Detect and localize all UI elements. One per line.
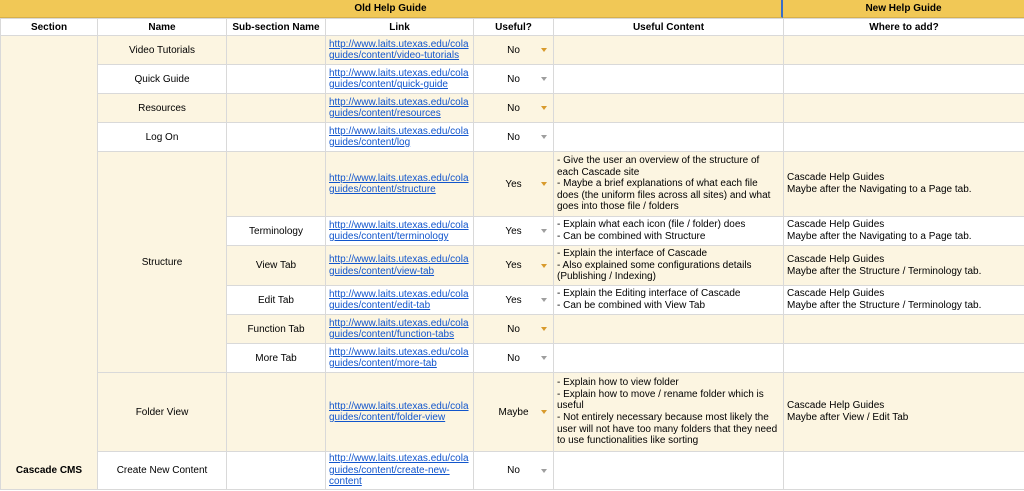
useful-dropdown[interactable] [474,65,554,94]
dropdown-caret-icon[interactable] [541,469,547,473]
link[interactable]: http://www.laits.utexas.edu/cola guides/content/create-new-content [329,453,469,488]
section-label: Cascade CMS [15,465,83,476]
useful-value: No [507,44,520,56]
link[interactable]: http://www.laits.utexas.edu/cola guides/content/terminology [329,219,469,242]
header-section[interactable]: Section [1,19,98,36]
content-cell[interactable] [554,36,784,65]
dropdown-caret-icon[interactable] [541,48,547,52]
subsection-cell[interactable] [227,452,326,490]
subsection-cell[interactable]: Edit Tab [227,286,326,315]
name-cell[interactable]: Resources [98,94,227,123]
link-cell[interactable] [326,315,474,344]
dropdown-caret-icon[interactable] [541,298,547,302]
table-row [1,452,1024,490]
structure-label: Structure [141,256,183,268]
where-cell[interactable] [784,452,1024,490]
dropdown-caret-icon[interactable] [541,327,547,331]
useful-dropdown[interactable] [474,452,554,490]
link[interactable]: http://www.laits.utexas.edu/cola guides/content/log [329,125,469,148]
table-row [1,123,1024,152]
subsection-cell[interactable]: Function Tab [227,315,326,344]
useful-dropdown[interactable] [474,373,554,452]
useful-value: No [507,102,520,114]
where-cell[interactable] [784,315,1024,344]
where-cell[interactable] [784,65,1024,94]
dropdown-caret-icon[interactable] [541,264,547,268]
useful-value: No [507,465,520,476]
subsection-cell[interactable] [227,373,326,452]
useful-value: Maybe [498,406,529,418]
where-cell[interactable] [784,123,1024,152]
header-name[interactable]: Name [98,19,227,36]
data-grid [0,18,1024,490]
subsection-cell[interactable] [227,152,326,217]
content-cell[interactable] [554,452,784,490]
table-row [1,65,1024,94]
useful-dropdown[interactable] [474,36,554,65]
useful-dropdown[interactable] [474,315,554,344]
content-cell[interactable] [554,344,784,373]
header-where[interactable]: Where to add? [784,19,1024,36]
useful-value: Yes [505,225,522,237]
where-cell[interactable]: Cascade Help Guides Maybe after the Navigating to a Page tab. [784,152,1024,217]
dropdown-caret-icon[interactable] [541,135,547,139]
name-cell[interactable]: Create New Content [98,452,227,490]
table-row [1,36,1024,65]
link-cell[interactable] [326,36,474,65]
subsection-cell[interactable] [227,94,326,123]
link-cell[interactable] [326,344,474,373]
content-cell[interactable] [554,94,784,123]
link[interactable]: http://www.laits.utexas.edu/cola guides/content/function-tabs [329,317,469,340]
link-cell[interactable] [326,286,474,315]
link-cell[interactable] [326,373,474,452]
useful-dropdown[interactable] [474,123,554,152]
name-cell[interactable]: Folder View [98,373,227,452]
useful-dropdown[interactable] [474,217,554,246]
dropdown-caret-icon[interactable] [541,77,547,81]
link[interactable]: http://www.laits.utexas.edu/cola guides/content/video-tutorials [329,38,469,61]
useful-dropdown[interactable] [474,286,554,315]
useful-value: Yes [505,260,522,271]
new-help-guide-band[interactable]: New Help Guide [783,0,1024,18]
link-cell[interactable] [326,217,474,246]
link-cell[interactable] [326,65,474,94]
link[interactable]: http://www.laits.utexas.edu/cola guides/content/edit-tab [329,288,469,311]
dropdown-caret-icon[interactable] [541,410,547,414]
link[interactable]: http://www.laits.utexas.edu/cola guides/content/structure [329,172,469,195]
name-cell[interactable]: Quick Guide [98,65,227,94]
link[interactable]: http://www.laits.utexas.edu/cola guides/content/quick-guide [329,67,469,90]
content-cell[interactable]: - Explain the interface of Cascade - Also explained some configurations details (Publishing / Indexing) [554,246,784,286]
link-cell[interactable] [326,94,474,123]
table-row [1,152,1024,217]
dropdown-caret-icon[interactable] [541,182,547,186]
dropdown-caret-icon[interactable] [541,106,547,110]
link[interactable]: http://www.laits.utexas.edu/cola guides/content/view-tab [329,254,469,277]
header-content[interactable]: Useful Content [554,19,784,36]
useful-value: No [507,131,520,143]
useful-value: Yes [505,294,522,306]
content-cell[interactable]: - Explain what each icon (file / folder) does - Can be combined with Structure [554,217,784,246]
where-cell[interactable]: Cascade Help Guides Maybe after the Structure / Terminology tab. [784,246,1024,286]
name-cell[interactable] [98,152,227,373]
useful-value: No [507,73,520,85]
useful-dropdown[interactable] [474,152,554,217]
link[interactable]: http://www.laits.utexas.edu/cola guides/content/more-tab [329,346,469,369]
table-row [1,94,1024,123]
content-cell[interactable]: - Explain how to view folder - Explain how to move / rename folder which is useful - Not entirely necessary because most likely the user will not have too many folders that they need to use functionalities like sorting [554,373,784,452]
where-cell[interactable]: Cascade Help Guides Maybe after the Structure / Terminology tab. [784,286,1024,315]
name-cell[interactable]: Video Tutorials [98,36,227,65]
name-cell[interactable]: Log On [98,123,227,152]
useful-value: No [507,323,520,335]
table-row [1,373,1024,452]
link-cell[interactable] [326,246,474,286]
subsection-cell[interactable] [227,65,326,94]
subsection-cell[interactable] [227,36,326,65]
link[interactable]: http://www.laits.utexas.edu/cola guides/content/resources [329,96,469,119]
content-cell[interactable]: - Explain the Editing interface of Cascade - Can be combined with View Tab [554,286,784,315]
link-cell[interactable] [326,452,474,490]
header-subsection[interactable]: Sub-section Name [227,19,326,36]
content-cell[interactable] [554,315,784,344]
useful-value: No [507,352,520,364]
dropdown-caret-icon[interactable] [541,356,547,360]
content-cell[interactable] [554,123,784,152]
link[interactable]: http://www.laits.utexas.edu/cola guides/content/folder-view [329,400,469,423]
header-link[interactable]: Link [326,19,474,36]
useful-value: Yes [505,178,522,190]
link-cell[interactable] [326,152,474,217]
content-cell[interactable] [554,65,784,94]
subsection-cell[interactable]: More Tab [227,344,326,373]
subsection-cell[interactable]: View Tab [227,246,326,286]
section-cell[interactable] [1,36,98,490]
dropdown-caret-icon[interactable] [541,229,547,233]
useful-dropdown[interactable] [474,344,554,373]
useful-dropdown[interactable] [474,246,554,286]
where-cell[interactable] [784,36,1024,65]
where-cell[interactable] [784,94,1024,123]
link-cell[interactable] [326,123,474,152]
useful-dropdown[interactable] [474,94,554,123]
where-cell[interactable]: Cascade Help Guides Maybe after View / Edit Tab [784,373,1024,452]
header-useful[interactable]: Useful? [474,19,554,36]
where-cell[interactable] [784,344,1024,373]
subsection-cell[interactable]: Terminology [227,217,326,246]
content-cell[interactable]: - Give the user an overview of the structure of each Cascade site - Maybe a brief explanations of what each file does (the uniform files across all sites) and what goes into those file / folders [554,152,784,217]
where-cell[interactable]: Cascade Help Guides Maybe after the Navigating to a Page tab. [784,217,1024,246]
subsection-cell[interactable] [227,123,326,152]
old-help-guide-band[interactable]: Old Help Guide [0,0,783,18]
